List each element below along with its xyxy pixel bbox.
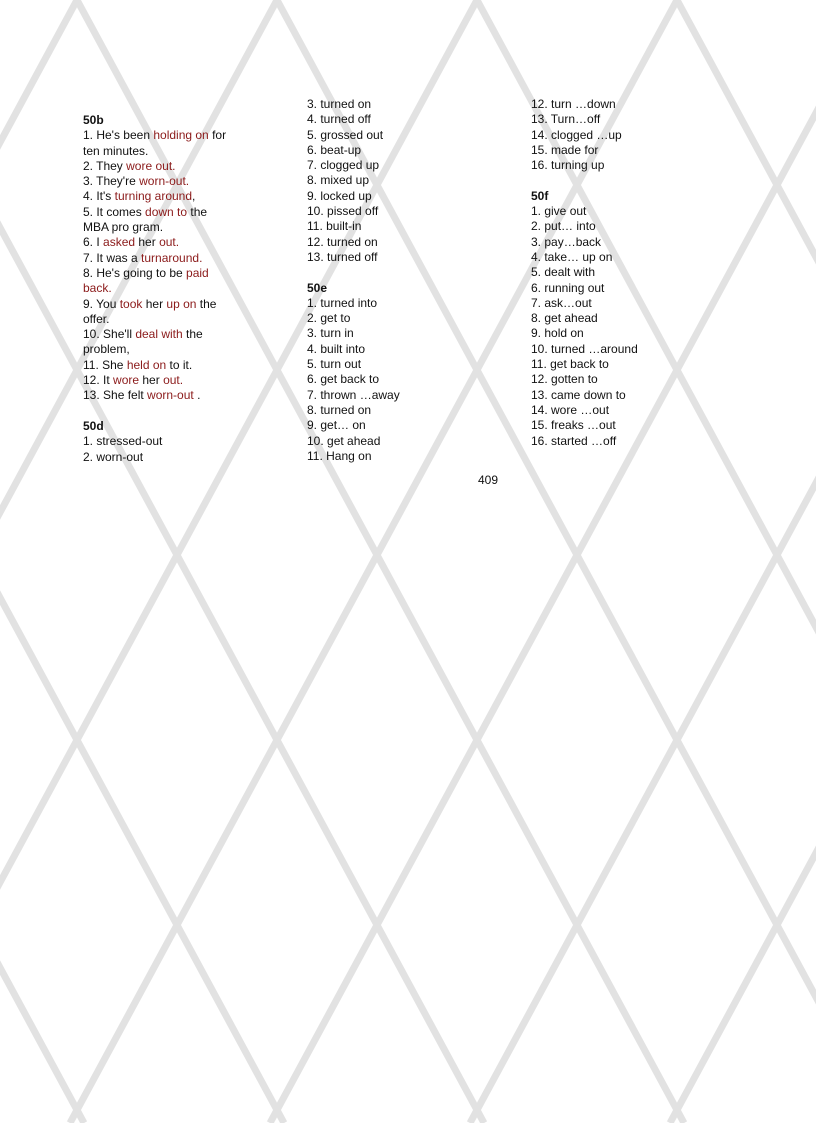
answer-50d-13: 13. turned off (307, 249, 378, 264)
answer-50f-6: 6. running out (531, 280, 605, 295)
answer-50f-16: 16. started …off (531, 433, 617, 448)
answer-50b-13: 13. She felt worn-out . (83, 388, 201, 403)
answer-50d-4: 4. turned off (307, 112, 371, 127)
answer-column-2 (307, 97, 497, 464)
answer-50b-9-cont: offer. (83, 311, 110, 326)
answer-50b-3: 3. They're worn-out. (83, 174, 190, 189)
answer-50e-12: 12. turn …down (531, 97, 616, 111)
watermark-line (0, 0, 84, 1123)
answer-50b-1: 1. He's been holding on for (83, 128, 227, 143)
answer-50d-8: 8. mixed up (307, 173, 370, 188)
answer-column-3 (531, 97, 721, 449)
answer-50f-2: 2. put… into (531, 219, 596, 234)
answer-50f-10: 10. turned …around (531, 341, 638, 356)
answer-column-1 (83, 113, 273, 465)
answer-50d-6: 6. beat-up (307, 142, 362, 157)
answer-50f-4: 4. take… up on (531, 249, 613, 264)
answer-50e-2: 2. get to (307, 311, 351, 326)
answer-50f-9: 9. hold on (531, 326, 584, 341)
answer-50f-15: 15. freaks …out (531, 418, 616, 433)
answer-50e-8: 8. turned on (307, 402, 372, 417)
answer-50d-5: 5. grossed out (307, 127, 384, 142)
answer-50d-10: 10. pissed off (307, 204, 379, 219)
answer-50d-3: 3. turned on (307, 97, 372, 111)
answer-50d-2: 2. worn-out (83, 449, 144, 464)
answer-50b-12: 12. It wore her out. (83, 373, 184, 388)
answer-50b-10: 10. She'll deal with the (83, 327, 203, 342)
answer-50b-5: 5. It comes down to the (83, 204, 208, 219)
answer-50b-8-cont: back. (83, 281, 112, 296)
section-spacer (83, 404, 273, 419)
answer-50b-5-cont: MBA pro gram. (83, 220, 164, 235)
answer-50b-9: 9. You took her up on the (83, 296, 217, 311)
answer-50f-1: 1. give out (531, 204, 587, 219)
answer-50f-13: 13. came down to (531, 387, 626, 402)
watermark-line (0, 0, 77, 1123)
answer-50e-4: 4. built into (307, 341, 366, 356)
answer-50d-12: 12. turned on (307, 234, 378, 249)
section-title-50f: 50f (531, 188, 549, 203)
answer-50f-5: 5. dealt with (531, 265, 596, 280)
answer-50f-11: 11. get back to (531, 357, 609, 372)
answer-50f-14: 14. wore …out (531, 402, 610, 417)
answer-50b-1-cont: ten minutes. (83, 143, 149, 158)
answer-50e-13: 13. Turn…off (531, 112, 601, 127)
answer-50e-7: 7. thrown …away (307, 387, 400, 402)
answer-50e-11: 11. Hang on (307, 448, 372, 463)
answer-50b-4: 4. It's turning around, (83, 189, 196, 204)
answer-50e-5: 5. turn out (307, 357, 362, 372)
answer-50b-7: 7. It was a turnaround. (83, 250, 203, 265)
answer-50d-1: 1. stressed-out (83, 434, 163, 449)
answer-50e-6: 6. get back to (307, 372, 380, 387)
page-number: 409 (478, 473, 499, 487)
section-title-50b: 50b (83, 113, 104, 127)
answer-50e-10: 10. get ahead (307, 433, 381, 448)
answer-50e-14: 14. clogged …up (531, 127, 622, 142)
answer-50e-1: 1. turned into (307, 295, 378, 310)
answer-50e-16: 16. turning up (531, 158, 605, 173)
answer-50e-15: 15. made for (531, 142, 599, 157)
answer-50b-6: 6. I asked her out. (83, 235, 180, 250)
section-title-50e: 50e (307, 280, 328, 295)
answer-50b-11: 11. She held on to it. (83, 357, 193, 372)
answer-50d-11: 11. built-in (307, 219, 362, 234)
answer-50b-8: 8. He's going to be paid (83, 265, 209, 280)
answer-50f-3: 3. pay…back (531, 234, 602, 249)
answer-50b-2: 2. They wore out. (83, 158, 176, 173)
answer-50e-3: 3. turn in (307, 326, 354, 341)
answer-50d-7: 7. clogged up (307, 158, 380, 173)
answer-50f-8: 8. get ahead (531, 311, 598, 326)
answer-50f-12: 12. gotten to (531, 372, 598, 387)
section-spacer (307, 265, 497, 280)
answer-50f-7: 7. ask…out (531, 295, 592, 310)
answer-50b-10-cont: problem, (83, 342, 130, 357)
section-title-50d: 50d (83, 418, 104, 433)
answer-50d-9: 9. locked up (307, 188, 372, 203)
section-spacer (531, 173, 721, 188)
answer-50e-9: 9. get… on (307, 418, 366, 433)
